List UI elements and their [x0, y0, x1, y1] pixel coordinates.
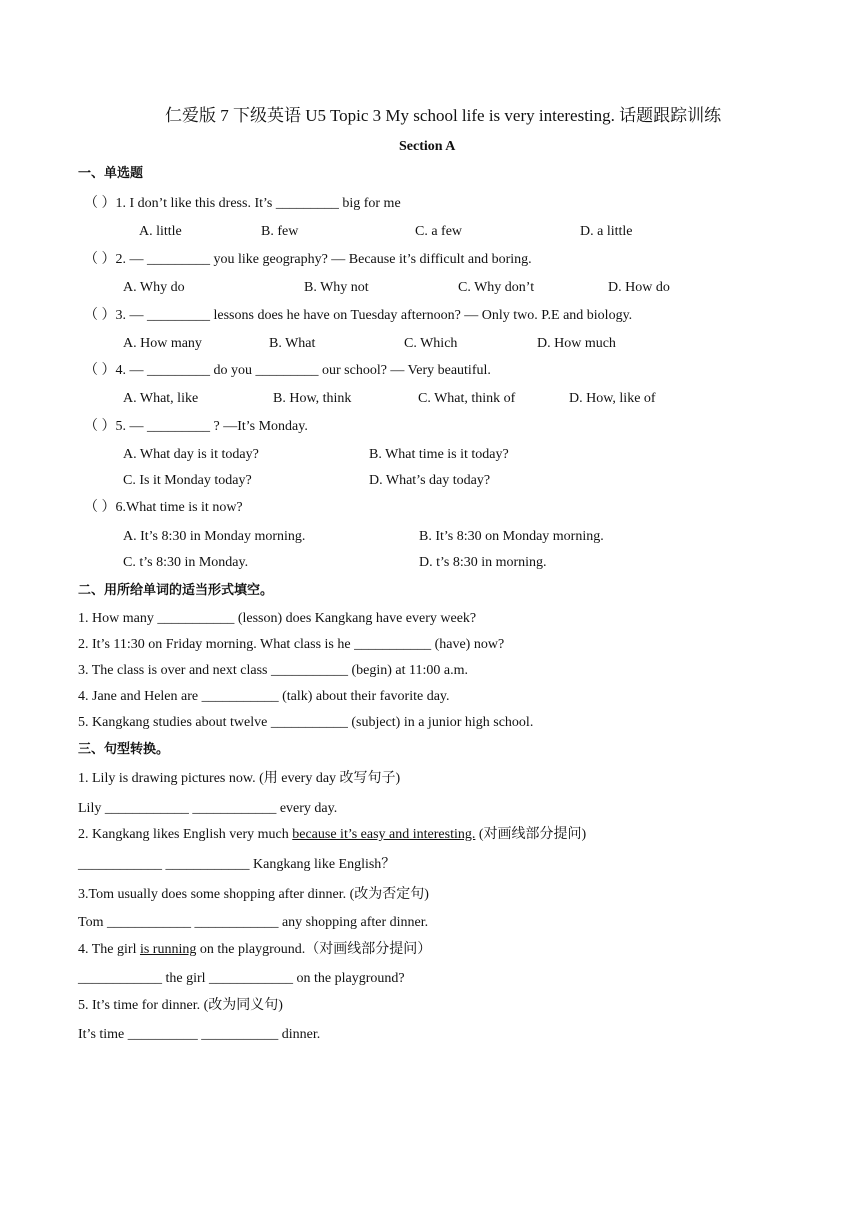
question-5-option-c: C. Is it Monday today?: [123, 473, 252, 488]
transform-3-answer: Tom ____________ ____________ any shopping after dinner.: [78, 915, 429, 930]
question-4-option-b: B. How, think: [273, 391, 352, 406]
question-3-option-d: D. How much: [537, 336, 616, 351]
question-2-stem: （ ）2. — _________ you like geography? — Because it’s difficult and boring.: [84, 252, 532, 267]
fill-blank-4: 4. Jane and Helen are ___________ (talk) about their favorite day.: [78, 689, 450, 704]
transform-2-prompt: 2. Kangkang likes English very much because it’s easy and interesting. (对画线部分提问): [78, 827, 587, 842]
question-6-option-b: B. It’s 8:30 on Monday morning.: [419, 529, 604, 544]
question-2-option-a: A. Why do: [123, 280, 185, 295]
question-3-option-a: A. How many: [123, 336, 202, 351]
question-5-stem: （ ）5. — _________ ? —It’s Monday.: [84, 419, 308, 434]
fill-blank-1: 1. How many ___________ (lesson) does Kangkang have every week?: [78, 611, 477, 626]
underlined-phrase: because it’s easy and interesting.: [292, 827, 476, 842]
question-4-option-c: C. What, think of: [418, 391, 516, 406]
question-3-stem: （ ）3. — _________ lessons does he have on Tuesday afternoon? — Only two. P.E and biology.: [84, 308, 633, 323]
question-6-option-d: D. t’s 8:30 in morning.: [419, 555, 547, 570]
question-1-option-b: B. few: [261, 224, 299, 239]
part2-heading: 二、用所给单词的适当形式填空。: [78, 583, 274, 598]
question-6-stem: （ ）6.What time is it now?: [84, 500, 243, 515]
part3-heading: 三、句型转换。: [78, 742, 170, 757]
section-subtitle: Section A: [399, 139, 456, 154]
question-2-option-d: D. How do: [608, 280, 670, 295]
question-4-option-d: D. How, like of: [569, 391, 656, 406]
fill-blank-5: 5. Kangkang studies about twelve ___________ (subject) in a junior high school.: [78, 715, 534, 730]
question-4-stem: （ ）4. — _________ do you _________ our school? — Very beautiful.: [84, 363, 491, 378]
fill-blank-3: 3. The class is over and next class ___________ (begin) at 11:00 a.m.: [78, 663, 468, 678]
question-5-option-d: D. What’s day today?: [369, 473, 491, 488]
question-2-option-b: B. Why not: [304, 280, 369, 295]
question-1-stem: （ ）1. I don’t like this dress. It’s _________ big for me: [84, 196, 401, 211]
transform-2-answer: ____________ ____________ Kangkang like English？: [78, 857, 396, 872]
underlined-phrase: is running: [139, 942, 197, 957]
question-1-option-d: D. a little: [580, 224, 633, 239]
part1-heading: 一、单选题: [78, 166, 144, 181]
document-title: 仁爱版 7 下级英语 U5 Topic 3 My school life is very interesting. 话题跟踪训练: [165, 106, 722, 125]
transform-1-answer: Lily ____________ ____________ every day.: [78, 801, 338, 816]
transform-4-answer: ____________ the girl ____________ on the playground?: [78, 971, 405, 986]
transform-1-prompt: 1. Lily is drawing pictures now. (用 every day 改写句子): [78, 771, 401, 786]
question-6-option-a: A. It’s 8:30 in Monday morning.: [123, 529, 306, 544]
fill-blank-2: 2. It’s 11:30 on Friday morning. What class is he ___________ (have) now?: [78, 637, 505, 652]
question-1-option-c: C. a few: [415, 224, 463, 239]
question-1-option-a: A. little: [139, 224, 182, 239]
transform-3-prompt: 3.Tom usually does some shopping after dinner. (改为否定句): [78, 887, 429, 902]
question-4-option-a: A. What, like: [123, 391, 199, 406]
question-5-option-a: A. What day is it today?: [123, 447, 259, 462]
question-3-option-b: B. What: [269, 336, 316, 351]
question-6-option-c: C. t’s 8:30 in Monday.: [123, 555, 249, 570]
transform-4-prompt: 4. The girl is running on the playground.（对画线部分提问）: [78, 942, 432, 957]
question-3-option-c: C. Which: [404, 336, 458, 351]
question-2-option-c: C. Why don’t: [458, 280, 535, 295]
question-5-option-b: B. What time is it today?: [369, 447, 509, 462]
transform-5-answer: It’s time __________ ___________ dinner.: [78, 1027, 321, 1042]
transform-5-prompt: 5. It’s time for dinner. (改为同义句): [78, 998, 283, 1013]
